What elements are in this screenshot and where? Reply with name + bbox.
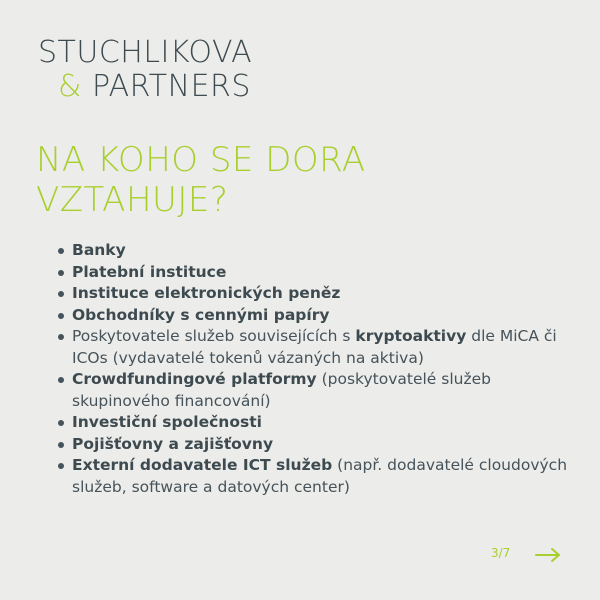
logo-line-2 [38, 70, 252, 104]
list-item [72, 240, 572, 262]
list-item-rest: dle MiCA či ICOs (vydavatelé tokenů vázaných na aktiva) [72, 327, 557, 367]
list-item [72, 305, 572, 327]
list-item [72, 369, 572, 412]
list-item-bold: Instituce elektronických peněz [72, 284, 341, 302]
page-title [36, 140, 366, 220]
logo-line-2-text: PARTNERS [91, 69, 251, 104]
list-item-bold: Externí dodavatele ICT služeb [72, 456, 333, 474]
logo-line-1: STUCHLIKOVA [38, 35, 253, 70]
list-item-bold: Platební instituce [72, 262, 227, 281]
list-item [72, 326, 572, 369]
list-item-bold: Investiční společnosti [72, 413, 262, 431]
list-item [72, 455, 572, 498]
title-line-1: NA KOHO SE DORA [36, 140, 366, 180]
list-item-rest: (poskytovatelé služeb skupinového financování) [72, 370, 491, 410]
list-item-bold: Crowdfundingové platformy [72, 370, 317, 388]
list-item [72, 412, 572, 434]
list-item-bold: Obchodníky s cennými papíry [72, 305, 330, 324]
title-line-2: VZTAHUJE? [36, 180, 229, 220]
list-item-bold: Pojišťovny a zajišťovny [72, 434, 274, 453]
list-item-bold: Banky [72, 241, 126, 259]
logo [38, 36, 252, 104]
logo-ampersand: & [58, 69, 82, 104]
entity-list [56, 240, 572, 498]
list-item [72, 434, 572, 456]
list-item-bold: kryptoaktivy [355, 327, 467, 345]
list-item-rest: (např. dodavatelé cloudových služeb, software a datových center) [72, 456, 568, 496]
list-item-pre: Poskytovatele služeb souvisejících s [72, 327, 356, 345]
list-item [72, 283, 572, 305]
list-item [72, 262, 572, 284]
arrow-right-icon[interactable] [535, 547, 561, 563]
page-indicator: 3/7 [491, 546, 511, 560]
